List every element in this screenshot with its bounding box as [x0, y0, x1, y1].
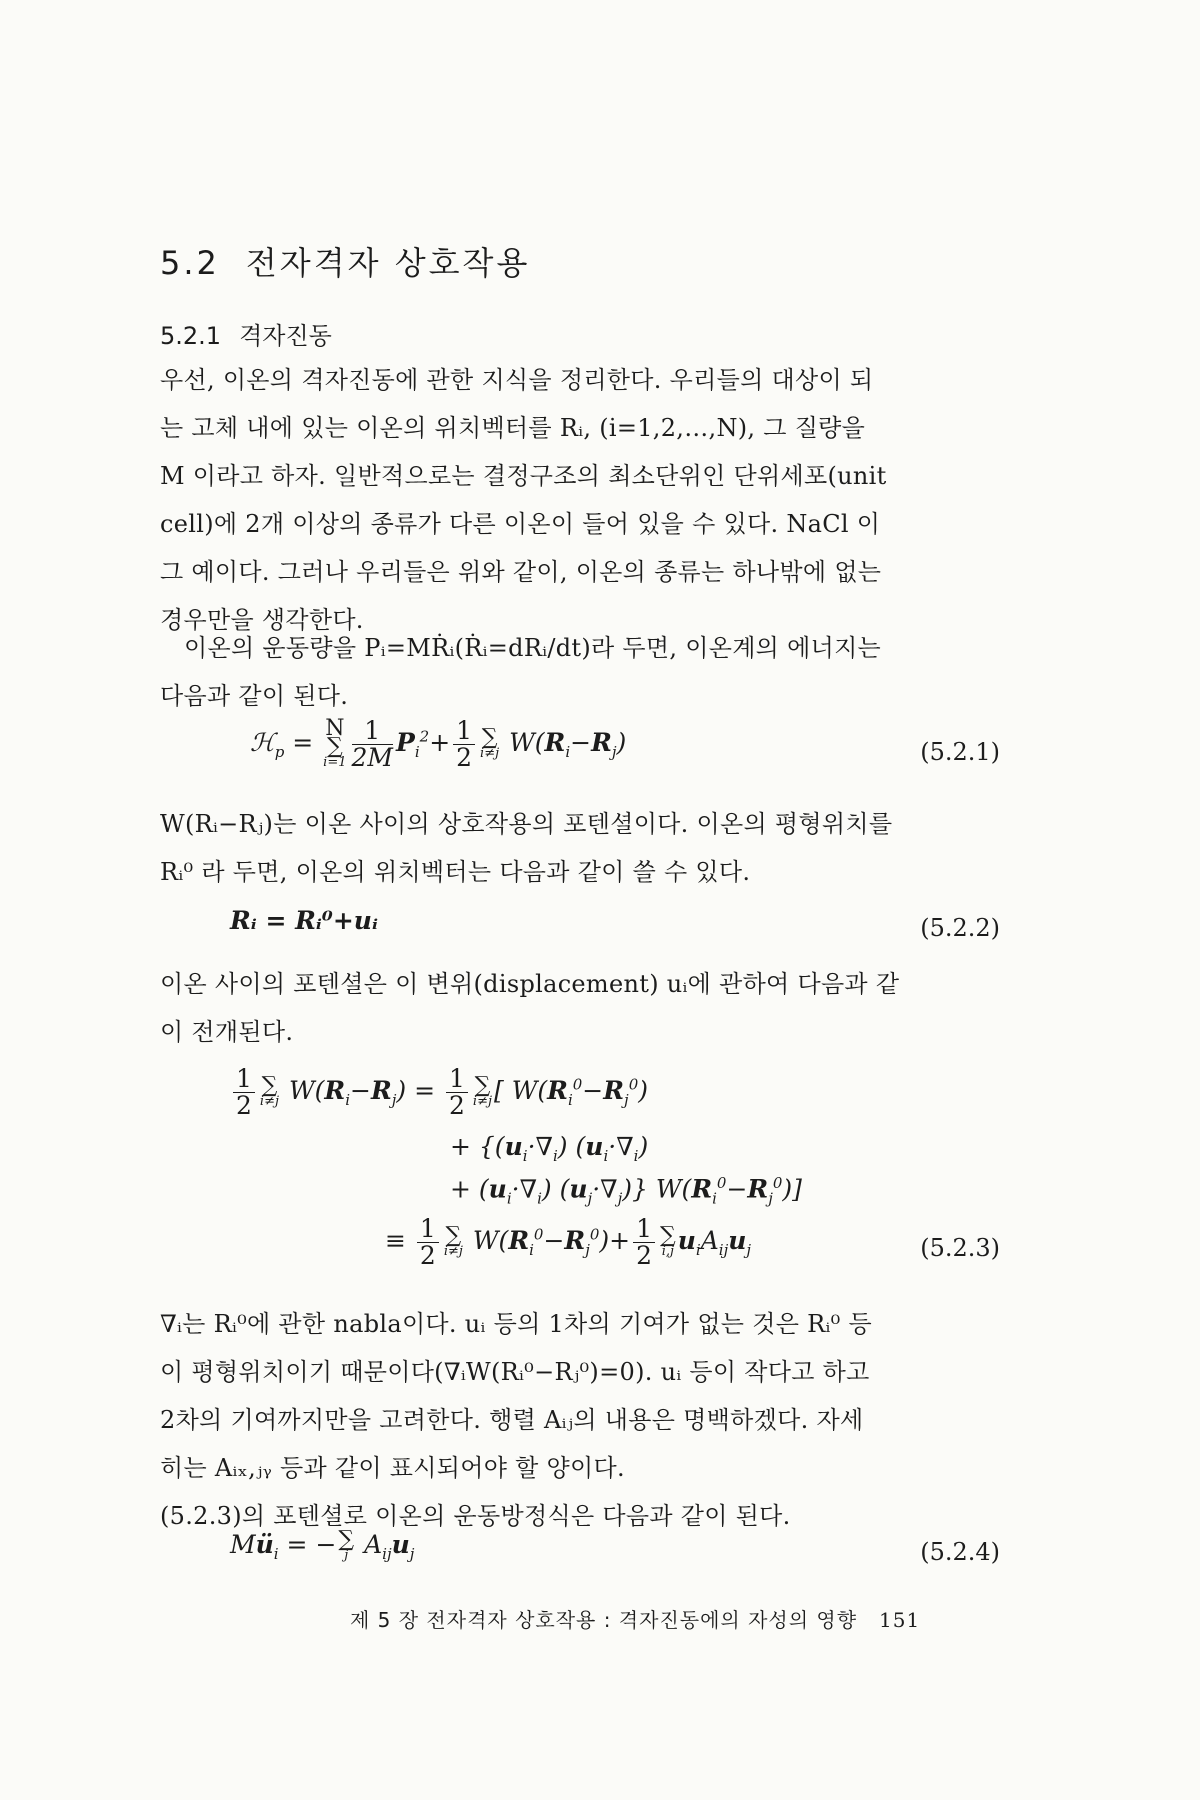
text-line: 2차의 기여까지만을 고려한다. 행렬 Aᵢⱼ의 내용은 명백하겠다. 자세 [160, 1406, 864, 1434]
equation-body: ℋ$_p$ = N ∑ i=1 $\frac{1}{2M}$ $P_i^2+$ $\frac{1}{2}$ ∑ i≠j $W(R_i-R_j)$ [250, 715, 627, 772]
text-line: 경우만을 생각한다. [160, 606, 364, 634]
equation-number: (5.2.4) [920, 1538, 1000, 1566]
paragraph-5 [160, 1300, 1050, 1540]
text-line: 는 고체 내에 있는 이온의 위치벡터를 Rᵢ, (i=1,2,…,N), 그 질량을 [160, 414, 866, 442]
text-line: W(Rᵢ−Rⱼ)는 이온 사이의 상호작용의 포텐셜이다. 이온의 평형위치를 [160, 810, 893, 838]
equation-number: (5.2.2) [920, 914, 1000, 942]
footer-chapter-title: 제 5 장 전자격자 상호작용 : 격자진동에의 자성의 영향 [350, 1608, 858, 1632]
text-line: M 이라고 하자. 일반적으로는 결정구조의 최소단위인 단위세포(unit [160, 462, 887, 490]
equation-line: + {$(u_i\cdot\nabla_i)$ $(u_i\cdot\nabla_i)$ [450, 1132, 649, 1165]
subsection-title: 격자진동 [239, 322, 332, 350]
page-number: 151 [879, 1608, 921, 1632]
text-line: 이 평형위치이기 때문이다(∇ᵢW(Rᵢ⁰−Rⱼ⁰)=0). uᵢ 등이 작다고 하고 [160, 1358, 870, 1386]
section-number: 5.2 [160, 244, 220, 282]
text-line: ∇ᵢ는 Rᵢ⁰에 관한 nabla이다. uᵢ 등의 1차의 기여가 없는 것은 Rᵢ⁰ 등 [160, 1310, 872, 1338]
subsection-heading [160, 316, 1050, 351]
paragraph-2 [160, 624, 1050, 720]
text-line: (5.2.3)의 포텐셜로 이온의 운동방정식은 다음과 같이 된다. [160, 1502, 791, 1530]
text-line: 이 전개된다. [160, 1018, 294, 1046]
text-line: cell)에 2개 이상의 종류가 다른 이온이 들어 있을 수 있다. NaCl 이 [160, 510, 881, 538]
equation-5-2-1 [160, 715, 1050, 778]
text-line: 다음과 같이 된다. [160, 682, 349, 710]
text-line: 그 예이다. 그러나 우리들은 위와 같이, 이온의 종류는 하나밖에 없는 [160, 558, 882, 586]
text-line: 우선, 이온의 격자진동에 관한 지식을 정리한다. 우리들의 대상이 되 [160, 366, 874, 394]
running-footer [350, 1604, 1050, 1633]
equation-number: (5.2.1) [920, 738, 1000, 766]
subsection-number: 5.2.1 [160, 322, 222, 350]
paragraph-3 [160, 800, 1050, 896]
section-title: 전자격자 상호작용 [245, 244, 531, 282]
equation-5-2-3 [160, 1066, 1050, 1286]
equation-line: ≡ $\frac{1}{2}$ ∑ i≠j $W(R_i^0-R_j^0)+$ $\frac{1}{2}$ ∑ i,j $u_iA_{ij}u_j$ [385, 1214, 752, 1270]
equation-5-2-4 [160, 1526, 1050, 1590]
paragraph-4 [160, 960, 1050, 1056]
equation-body: $Mü_i$ = −∑ j $A_{ij}u_j$ [230, 1526, 415, 1563]
equation-body: Rᵢ = Rᵢ⁰+uᵢ [230, 906, 378, 935]
text-line: 이온 사이의 포텐셜은 이 변위(displacement) uᵢ에 관하여 다음과 같 [160, 970, 900, 998]
equation-line: $\frac{1}{2}$ ∑ i≠j $W(R_i-R_j)$ = $\frac{1}{2}$ ∑ i≠j [ $W(R_i^0-R_j^0)$ [230, 1066, 648, 1119]
equation-number: (5.2.3) [920, 1234, 1000, 1262]
text-line: 히는 Aᵢₓ,ⱼᵧ 등과 같이 표시되어야 할 양이다. [160, 1454, 625, 1482]
text-line: 이온의 운동량을 Pᵢ=MṘᵢ(Ṙᵢ=dRᵢ/dt)라 두면, 이온계의 에너지는 [184, 634, 882, 662]
paragraph-1 [160, 356, 1050, 644]
equation-line: + $(u_i\cdot\nabla_i)$ $(u_j\cdot\nabla_j)$} $W(R_i^0-R_j^0)$] [450, 1174, 802, 1208]
text-line: Rᵢ⁰ 라 두면, 이온의 위치벡터는 다음과 같이 쓸 수 있다. [160, 858, 751, 886]
section-heading [160, 238, 1050, 284]
equation-5-2-2 [160, 906, 1050, 966]
